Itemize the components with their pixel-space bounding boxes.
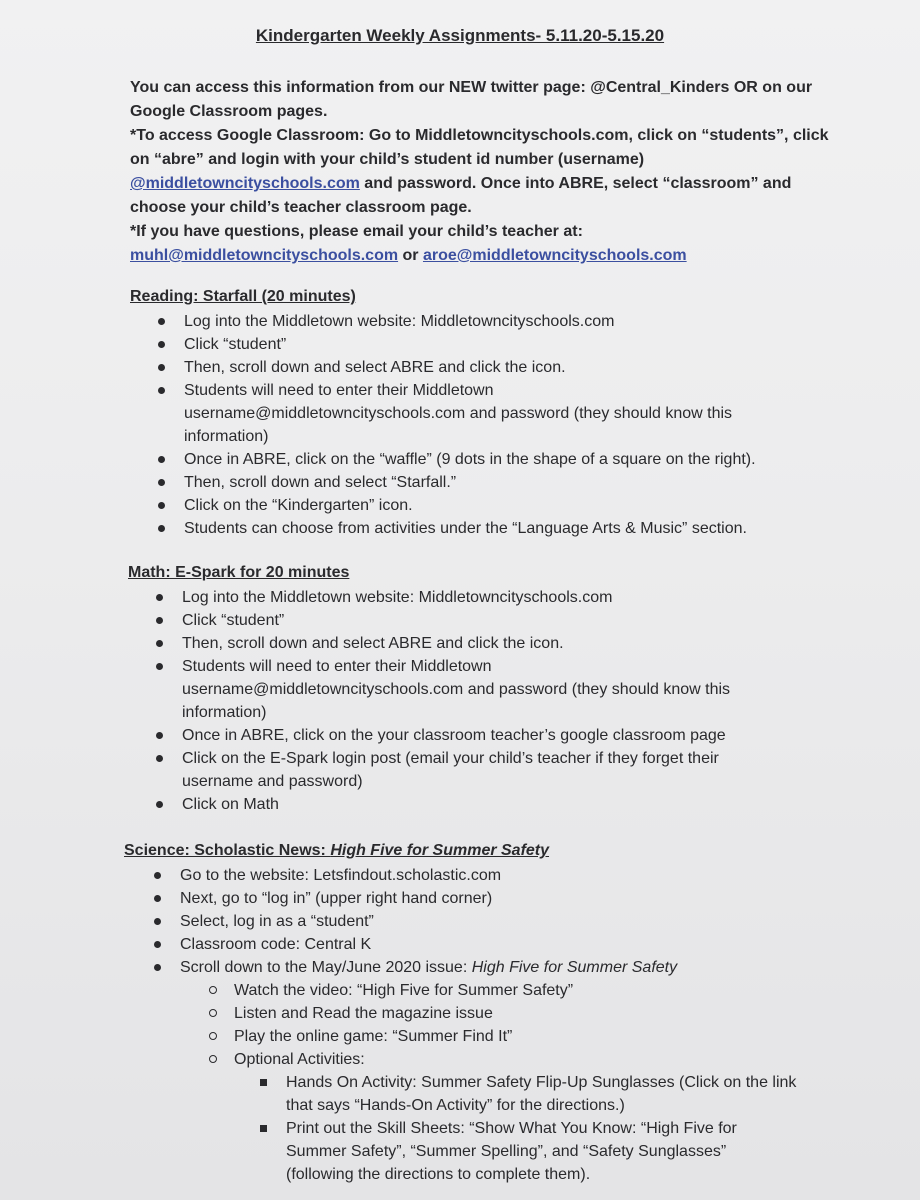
list-item: Log into the Middletown website: Middletowncityschools.com	[154, 586, 794, 609]
email-link-aroe[interactable]: aroe@middletowncityschools.com	[422, 247, 687, 264]
intro-classroom-text-a: *To access Google Classroom: Go to Middletowncityschools.com, click on “students”, click on “abre” and login with your child’s student id number (username)	[130, 127, 829, 168]
email-link-muhl[interactable]: muhl@middletowncityschools.com	[130, 247, 399, 264]
intro-questions-line: *If you have questions, please email your child’s teacher at:	[130, 223, 583, 240]
list-item: Click on the “Kindergarten” icon.	[156, 494, 836, 517]
intro-twitter-line: You can access this information from our NEW twitter page: @Central_Kinders OR on our Google Classroom pages.	[130, 79, 813, 120]
list-item: Optional Activities:	[206, 1048, 806, 1071]
intro-classroom-line	[130, 124, 850, 220]
list-item: Listen and Read the magazine issue	[206, 1002, 806, 1025]
page-title: Kindergarten Weekly Assignments- 5.11.20-5.15.20	[255, 26, 665, 45]
list-item: Print out the Skill Sheets: “Show What You Know: “High Five for Summer Safety”, “Summer Spelling”, and “Safety Sunglasses” (following the directions to complete them).	[258, 1117, 798, 1186]
science-heading-text: Science: Scholastic News:	[124, 842, 331, 859]
intro-block	[130, 76, 850, 268]
list-item: Classroom code: Central K	[152, 933, 792, 956]
scroll-issue-title: High Five for Summer Safety	[471, 959, 678, 976]
list-item: Students will need to enter their Middletown username@middletowncityschools.com and password (they should know this information)	[154, 655, 794, 724]
intro-email-line	[130, 244, 850, 268]
list-item: Once in ABRE, click on the “waffle” (9 dots in the shape of a square on the right).	[156, 448, 836, 471]
list-item: Play the online game: “Summer Find It”	[206, 1025, 806, 1048]
domain-link[interactable]: @middletowncityschools.com	[130, 175, 360, 192]
science-list	[152, 864, 792, 979]
list-item: Once in ABRE, click on the your classroom teacher’s google classroom page	[154, 724, 794, 747]
list-item: Go to the website: Letsfindout.scholastic.com	[152, 864, 792, 887]
list-item: Next, go to “log in” (upper right hand corner)	[152, 887, 792, 910]
list-item: Select, log in as a “student”	[152, 910, 792, 933]
list-item: Hands On Activity: Summer Safety Flip-Up Sunglasses (Click on the link that says “Hands-On Activity” for the directions.)	[258, 1071, 798, 1117]
reading-heading: Reading: Starfall (20 minutes)	[130, 288, 356, 305]
intro-classroom-text-b: and password. Once into ABRE, select “classroom” and choose your child’s teacher classroom page.	[130, 175, 792, 216]
list-item: Then, scroll down and select “Starfall.”	[156, 471, 836, 494]
list-item: Log into the Middletown website: Middletowncityschools.com	[156, 310, 836, 333]
list-item: Watch the video: “High Five for Summer Safety”	[206, 979, 806, 1002]
list-item: Then, scroll down and select ABRE and click the icon.	[154, 632, 794, 655]
list-item: Click “student”	[156, 333, 836, 356]
list-item: Click on the E-Spark login post (email your child’s teacher if they forget their username and password)	[154, 747, 794, 793]
list-item: Click on Math	[154, 793, 794, 816]
science-heading	[124, 842, 549, 860]
science-sublist	[206, 979, 806, 1071]
math-list	[154, 586, 794, 816]
list-item	[152, 956, 792, 979]
science-heading-title: High Five for Summer Safety	[330, 842, 550, 859]
optional-activities-list	[258, 1071, 798, 1186]
list-item: Then, scroll down and select ABRE and click the icon.	[156, 356, 836, 379]
reading-list	[156, 310, 836, 540]
list-item: Click “student”	[154, 609, 794, 632]
list-item: Students will need to enter their Middletown username@middletowncityschools.com and password (they should know this information)	[156, 379, 836, 448]
scroll-text: Scroll down to the May/June 2020 issue:	[180, 959, 472, 976]
list-item: Students can choose from activities under the “Language Arts & Music” section.	[156, 517, 836, 540]
email-or: or	[398, 247, 423, 264]
math-heading: Math: E-Spark for 20 minutes	[128, 564, 350, 581]
